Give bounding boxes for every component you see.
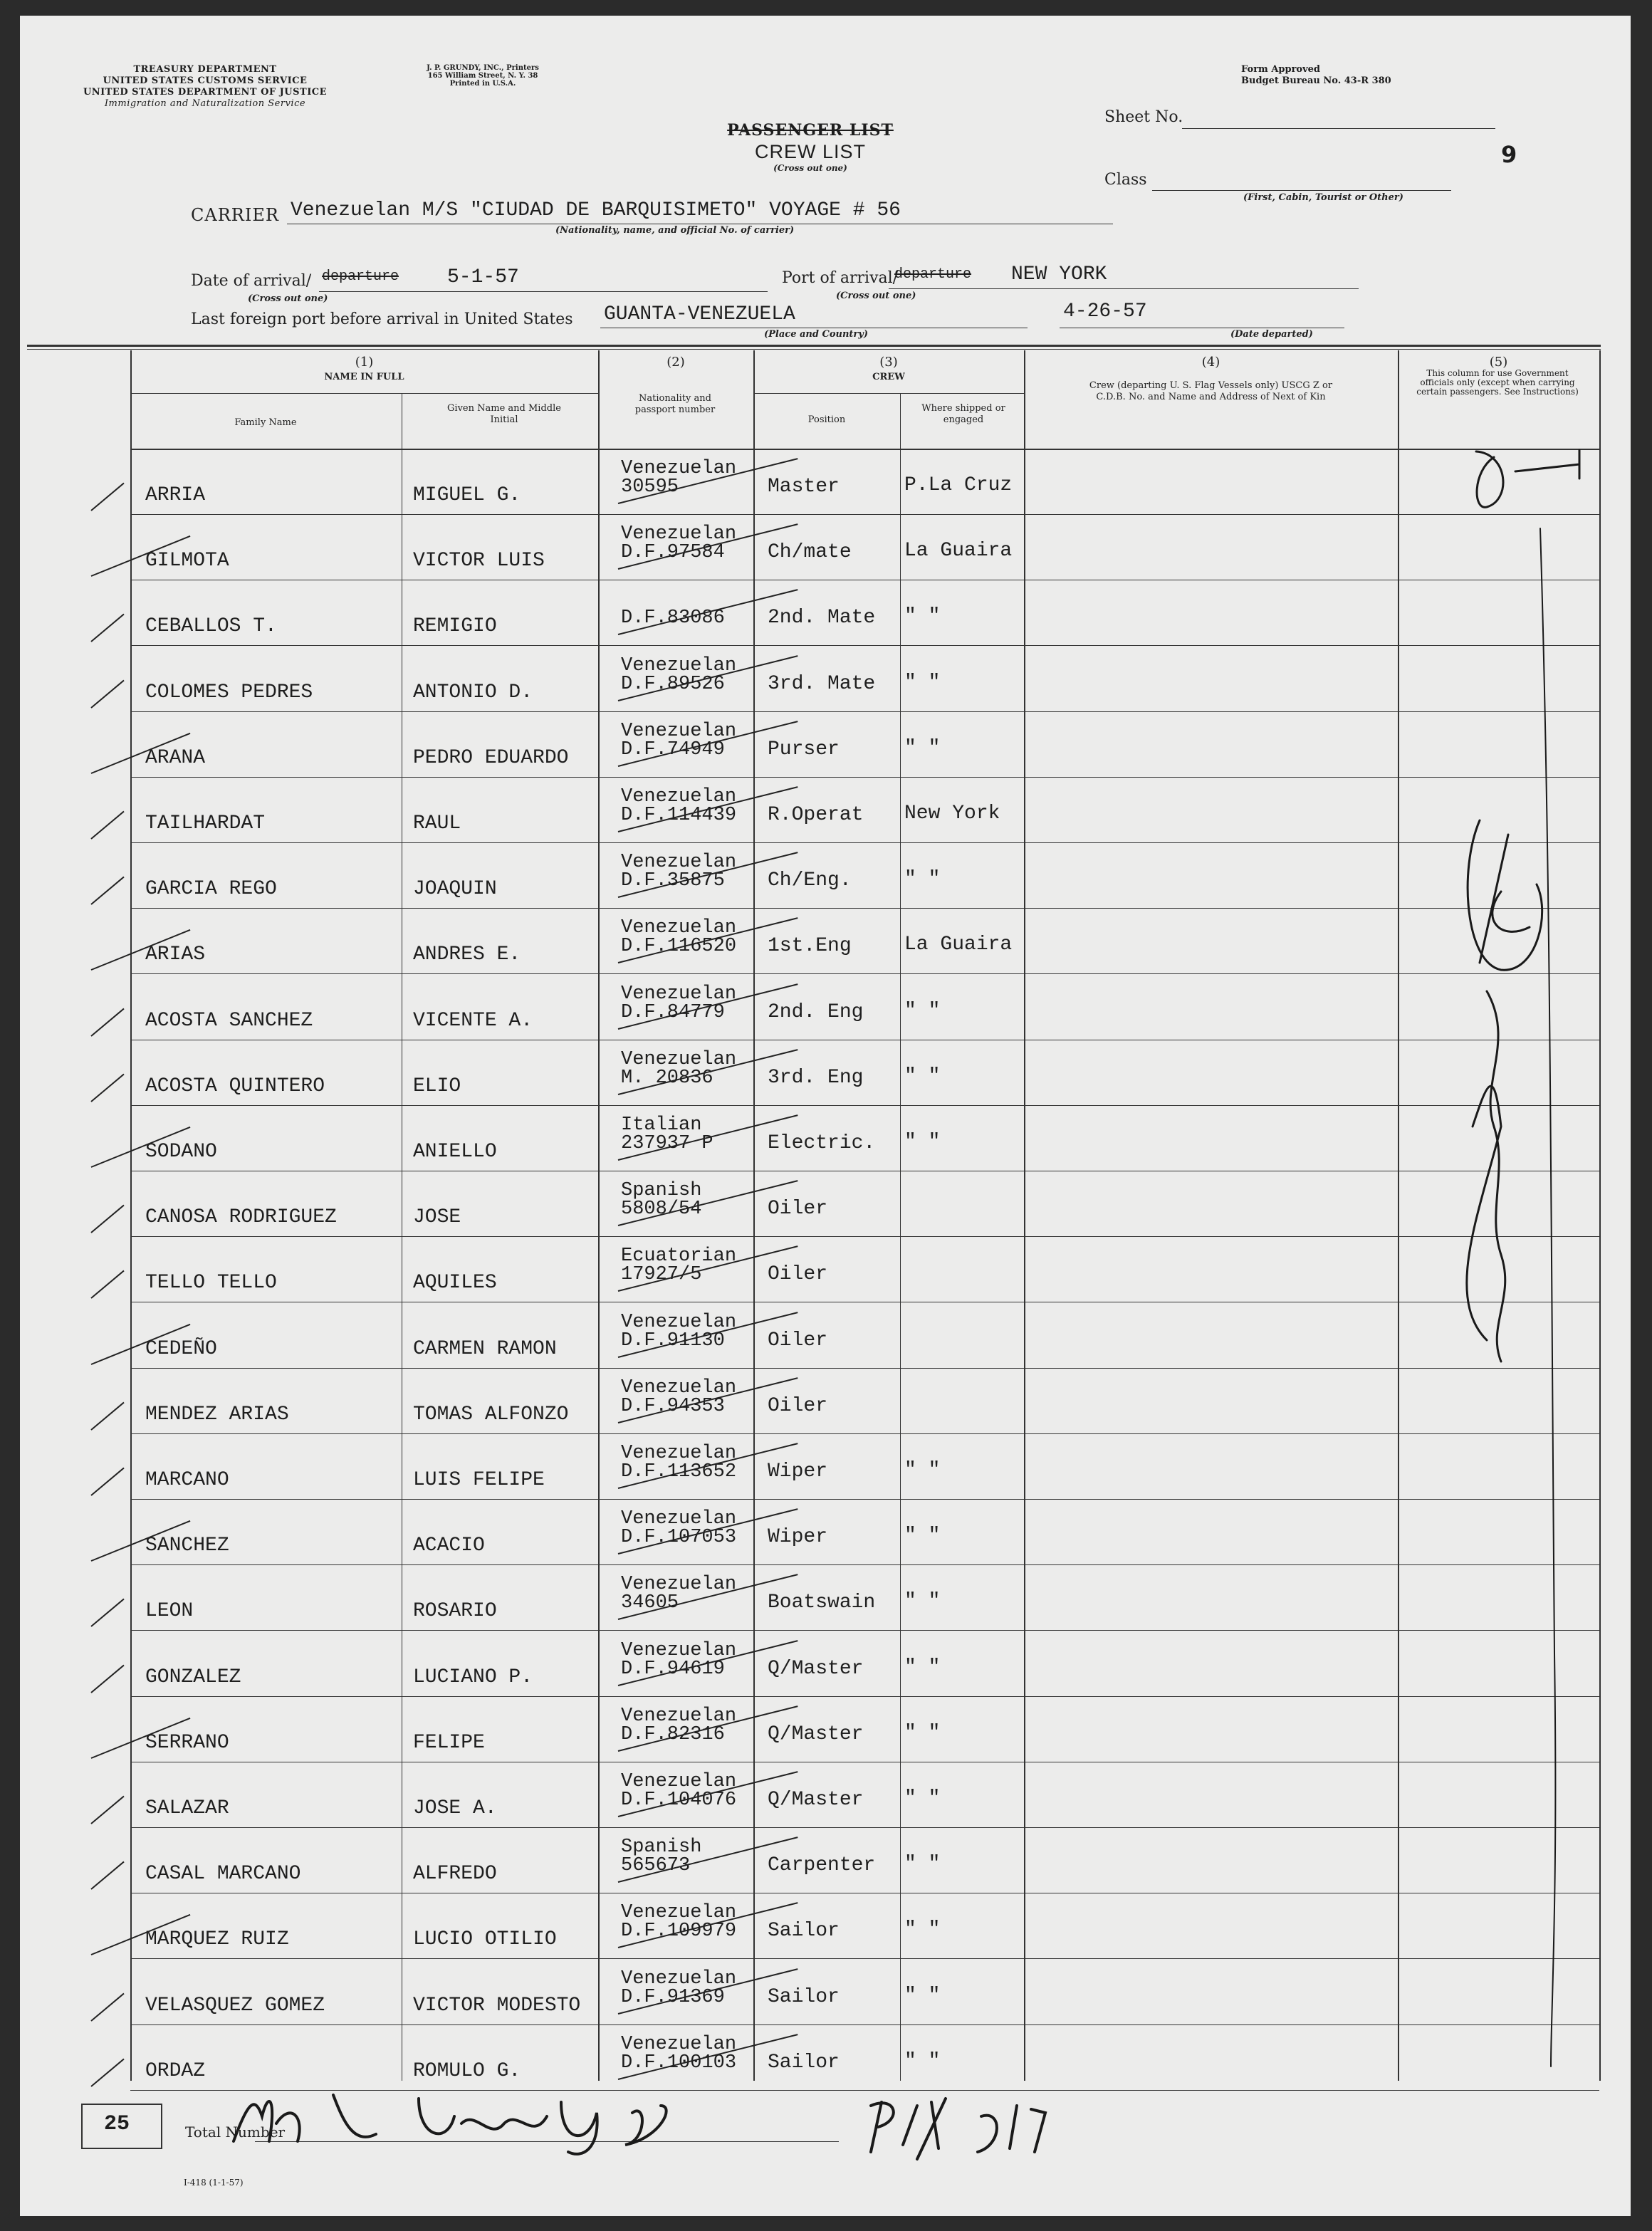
passport-number: 17927/5: [621, 1264, 702, 1286]
passport-number: D.F.89526: [621, 673, 725, 695]
given-name: LUCIANO P.: [413, 1666, 533, 1688]
given-name: JOSE A.: [413, 1797, 497, 1819]
agency-line: UNITED STATES DEPARTMENT OF JUSTICE: [83, 87, 328, 98]
last-port-label: Last foreign port before arrival in United States: [191, 310, 573, 328]
nationality: Venezuelan: [621, 1508, 737, 1530]
nationality: Spanish: [621, 1180, 702, 1202]
col3a-title: Position: [807, 414, 846, 425]
passport-number: D.F.91369: [621, 1986, 725, 2008]
family-name: CANOSA RODRIGUEZ: [145, 1206, 337, 1229]
position: Sailor: [768, 1985, 840, 2008]
nationality: Venezuelan: [621, 523, 737, 545]
passport-number: D.F.83086: [621, 607, 725, 629]
sheet-number: 9: [1501, 141, 1517, 168]
position: Electric.: [768, 1132, 876, 1154]
position: Wiper: [768, 1526, 828, 1549]
family-name: COLOMES PEDRES: [145, 681, 313, 704]
position: 3rd. Mate: [768, 672, 876, 695]
family-name: ARIAS: [145, 944, 206, 966]
nationality: Venezuelan: [621, 458, 737, 479]
col5-title: This column for use Government officials only (except when carrying certain passengers. See Instructions): [1416, 368, 1579, 397]
passport-number: D.F.35875: [621, 870, 725, 892]
passport-number: 237937 P: [621, 1133, 713, 1154]
budget-bureau: Budget Bureau No. 43-R 380: [1241, 75, 1391, 86]
nationality: Venezuelan: [621, 2033, 737, 2055]
nationality: Venezuelan: [621, 1639, 737, 1661]
position: Oiler: [768, 1263, 828, 1286]
family-name: CASAL MARCANO: [145, 1863, 301, 1886]
family-name: VELASQUEZ GOMEZ: [145, 1994, 325, 2017]
passport-number: 34605: [621, 1592, 679, 1614]
passport-number: D.F.104076: [621, 1789, 737, 1811]
nationality: Venezuelan: [621, 1902, 737, 1924]
nationality: Ecuatorian: [621, 1245, 737, 1268]
given-name: CARMEN RAMON: [413, 1337, 557, 1360]
position: 2nd. Mate: [768, 607, 876, 629]
passport-number: D.F.109979: [621, 1921, 737, 1943]
where-shipped: " ": [904, 1131, 941, 1153]
position: Oiler: [768, 1198, 828, 1221]
where-shipped: " ": [904, 999, 941, 1022]
where-shipped: " ": [904, 1918, 941, 1941]
where-shipped: P.La Cruz: [904, 474, 1013, 496]
position: Q/Master: [768, 1789, 864, 1811]
nationality: Venezuelan: [621, 1443, 737, 1464]
position: Ch/Eng.: [768, 869, 852, 892]
family-name: ORDAZ: [145, 2059, 206, 2082]
given-name: JOSE: [413, 1206, 461, 1229]
col3-title: CREW: [872, 372, 905, 382]
nationality: Venezuelan: [621, 786, 737, 808]
nationality: Venezuelan: [621, 852, 737, 874]
handwriting-overlay: [20, 16, 1631, 2216]
passport-number: D.F.107053: [621, 1527, 737, 1549]
family-name: GILMOTA: [145, 550, 229, 573]
position: Boatswain: [768, 1592, 876, 1614]
given-name: PEDRO EDUARDO: [413, 746, 569, 769]
nationality: Venezuelan: [621, 1311, 737, 1333]
family-name: MARCANO: [145, 1469, 229, 1491]
where-shipped: La Guaira: [904, 540, 1013, 563]
given-name: ANTONIO D.: [413, 681, 533, 704]
given-name: RAUL: [413, 813, 461, 835]
col1-number: (1): [355, 355, 374, 370]
given-name: LUIS FELIPE: [413, 1469, 545, 1491]
passport-number: 30595: [621, 476, 679, 498]
nationality: Venezuelan: [621, 1376, 737, 1399]
date-label: Date of arrival/: [191, 272, 312, 290]
passport-number: D.F.82316: [621, 1723, 725, 1745]
passport-number: D.F.114439: [621, 805, 737, 826]
agency-line: Immigration and Naturalization Service: [104, 98, 306, 109]
position: Carpenter: [768, 1854, 876, 1877]
port-struck: departure: [894, 266, 972, 283]
family-name: GARCIA REGO: [145, 878, 277, 901]
where-shipped: " ": [904, 1590, 941, 1613]
title-struck: PASSENGER LIST: [727, 121, 894, 140]
where-shipped: New York: [904, 803, 1000, 825]
position: 1st.Eng: [768, 935, 852, 958]
position: Purser: [768, 738, 840, 761]
agency-line: TREASURY DEPARTMENT: [133, 64, 277, 75]
position: Oiler: [768, 1394, 828, 1417]
given-name: ANIELLO: [413, 1141, 497, 1163]
given-name: TOMAS ALFONZO: [413, 1403, 569, 1426]
given-name: VICTOR MODESTO: [413, 1994, 581, 2017]
given-name: FELIPE: [413, 1731, 485, 1754]
agency-line: UNITED STATES CUSTOMS SERVICE: [103, 75, 308, 86]
position: R.Operat: [768, 804, 864, 826]
where-shipped: " ": [904, 605, 941, 628]
passport-number: D.F.74949: [621, 738, 725, 761]
passport-number: 565673: [621, 1855, 691, 1877]
given-name: ANDRES E.: [413, 944, 521, 966]
family-name: TAILHARDAT: [145, 813, 266, 835]
where-shipped: " ": [904, 868, 941, 891]
position: Q/Master: [768, 1723, 864, 1745]
given-name: JOAQUIN: [413, 878, 497, 901]
position: 3rd. Eng: [768, 1066, 864, 1089]
where-shipped: " ": [904, 1721, 941, 1744]
circled-initial: [1468, 820, 1542, 970]
printer-line: Printed in U.S.A.: [449, 80, 516, 88]
carrier-value: Venezuelan M/S "CIUDAD DE BARQUISIMETO" VOYAGE # 56: [291, 199, 901, 221]
nationality: Spanish: [621, 1836, 702, 1859]
last-port-value: GUANTA-VENEZUELA: [604, 303, 795, 325]
position: Ch/mate: [768, 541, 852, 564]
given-name: ALFREDO: [413, 1863, 497, 1886]
crew-list-form: [20, 16, 1631, 2216]
col2-title: Nationality and passport number: [634, 393, 716, 415]
col2-number: (2): [666, 355, 685, 370]
nationality: Venezuelan: [621, 720, 737, 742]
where-shipped: " ": [904, 671, 941, 694]
title: CREW LIST: [754, 141, 866, 162]
date-hint: (Cross out one): [248, 293, 328, 304]
passport-number: D.F.91130: [621, 1329, 725, 1352]
vertical-initials: [1487, 991, 1505, 1362]
where-shipped: " ": [904, 1853, 941, 1876]
passport-number: D.F.94619: [621, 1658, 725, 1680]
family-name: GONZALEZ: [145, 1666, 241, 1688]
nationality: Venezuelan: [621, 1968, 737, 1990]
given-name: VICTOR LUIS: [413, 550, 545, 573]
port-value: NEW YORK: [1011, 263, 1107, 286]
last-port-hint: (Place and Country): [764, 329, 868, 340]
given-name: AQUILES: [413, 1272, 497, 1295]
nationality: Venezuelan: [621, 1771, 737, 1792]
given-name: ACACIO: [413, 1535, 485, 1557]
col4-title: Crew (departing U. S. Flag Vessels only) USCG Z or C.D.B. No. and Name and Address of Next of Kin: [1089, 380, 1333, 402]
form-approved: Form Approved: [1241, 64, 1321, 75]
date-departed: 4-26-57: [1063, 301, 1147, 323]
col4-number: (4): [1201, 355, 1220, 370]
total-value: 25: [104, 2112, 130, 2136]
passport-number: D.F.100103: [621, 2052, 737, 2074]
nationality: Venezuelan: [621, 1574, 737, 1596]
check-glyph: [1476, 450, 1579, 507]
given-name: LUCIO OTILIO: [413, 1928, 557, 1951]
position: Sailor: [768, 2051, 840, 2074]
col1a-title: Family Name: [234, 417, 297, 428]
family-name: CEBALLOS T.: [145, 615, 277, 638]
nationality: Venezuelan: [621, 654, 737, 676]
family-name: ARRIA: [145, 484, 206, 506]
passport-number: M. 20836: [621, 1067, 713, 1089]
nationality: Venezuelan: [621, 1048, 737, 1070]
where-shipped: " ": [904, 1065, 941, 1087]
family-name: SERRANO: [145, 1731, 229, 1754]
carrier-hint: (Nationality, name, and official No. of carrier): [555, 225, 795, 236]
family-name: SALAZAR: [145, 1797, 229, 1819]
given-name: VICENTE A.: [413, 1009, 533, 1032]
family-name: SANCHEZ: [145, 1535, 229, 1557]
family-name: SODANO: [145, 1141, 217, 1163]
port-label: Port of arrival/: [782, 269, 899, 287]
family-name: ACOSTA QUINTERO: [145, 1075, 325, 1097]
family-name: CEDEÑO: [145, 1337, 217, 1360]
where-shipped: La Guaira: [904, 934, 1013, 956]
class-label: Class: [1104, 171, 1147, 189]
nationality: Venezuelan: [621, 983, 737, 1005]
where-shipped: " ": [904, 2049, 941, 2072]
family-name: ACOSTA SANCHEZ: [145, 1009, 313, 1032]
port-hint: (Cross out one): [836, 291, 916, 301]
position: Sailor: [768, 1920, 840, 1943]
where-shipped: " ": [904, 1656, 941, 1678]
given-name: ROMULO G.: [413, 2059, 521, 2082]
family-name: TELLO TELLO: [145, 1272, 277, 1295]
printer-line: 165 William Street, N. Y. 38: [427, 72, 538, 80]
title-hint: (Cross out one): [773, 163, 847, 173]
where-shipped: " ": [904, 1984, 941, 2007]
passport-number: D.F.84779: [621, 1001, 725, 1023]
col1b-title: Given Name and Middle Initial: [447, 403, 561, 425]
nationality: Venezuelan: [621, 1705, 737, 1727]
passport-number: D.F.113652: [621, 1461, 737, 1483]
where-shipped: " ": [904, 1459, 941, 1481]
passport-number: D.F.94353: [621, 1395, 725, 1417]
col3-number: (3): [879, 355, 898, 370]
date-value: 5-1-57: [447, 266, 519, 288]
family-name: LEON: [145, 1600, 194, 1623]
family-name: MENDEZ ARIAS: [145, 1403, 289, 1426]
where-shipped: " ": [904, 1525, 941, 1547]
col3b-title: Where shipped or engaged: [921, 403, 1005, 425]
passport-number: D.F.116520: [621, 936, 737, 958]
col5-number: (5): [1489, 355, 1508, 370]
nationality: Italian: [621, 1114, 702, 1136]
form-number: I-418 (1-1-57): [184, 2178, 244, 2188]
col1-title: NAME IN FULL: [324, 372, 404, 382]
printer-line: J. P. GRUNDY, INC., Printers: [427, 64, 539, 72]
given-name: ROSARIO: [413, 1600, 497, 1623]
passport-number: 5808/54: [621, 1198, 702, 1221]
position: Q/Master: [768, 1657, 864, 1680]
position: Master: [768, 476, 840, 498]
carrier-label: CARRIER: [191, 205, 279, 225]
class-hint: (First, Cabin, Tourist or Other): [1243, 192, 1403, 203]
given-name: MIGUEL G.: [413, 484, 521, 506]
family-name: ARANA: [145, 746, 206, 769]
where-shipped: " ": [904, 736, 941, 759]
vertical-margin-line: [1540, 528, 1555, 2067]
position: 2nd. Eng: [768, 1000, 864, 1023]
sheet-label: Sheet No.: [1104, 108, 1183, 126]
where-shipped: " ": [904, 1787, 941, 1809]
given-name: REMIGIO: [413, 615, 497, 638]
signature: [234, 2095, 666, 2154]
handwritten-date-marks: [871, 2099, 1045, 2159]
nationality: Venezuelan: [621, 917, 737, 939]
family-name: MARQUEZ RUIZ: [145, 1928, 289, 1951]
date-departed-hint: (Date departed): [1230, 329, 1313, 340]
position: Wiper: [768, 1461, 828, 1483]
given-name: ELIO: [413, 1075, 461, 1097]
date-struck: departure: [322, 268, 399, 285]
passport-number: D.F.97584: [621, 542, 725, 564]
total-label: Total Number: [185, 2123, 286, 2141]
position: Oiler: [768, 1329, 828, 1352]
